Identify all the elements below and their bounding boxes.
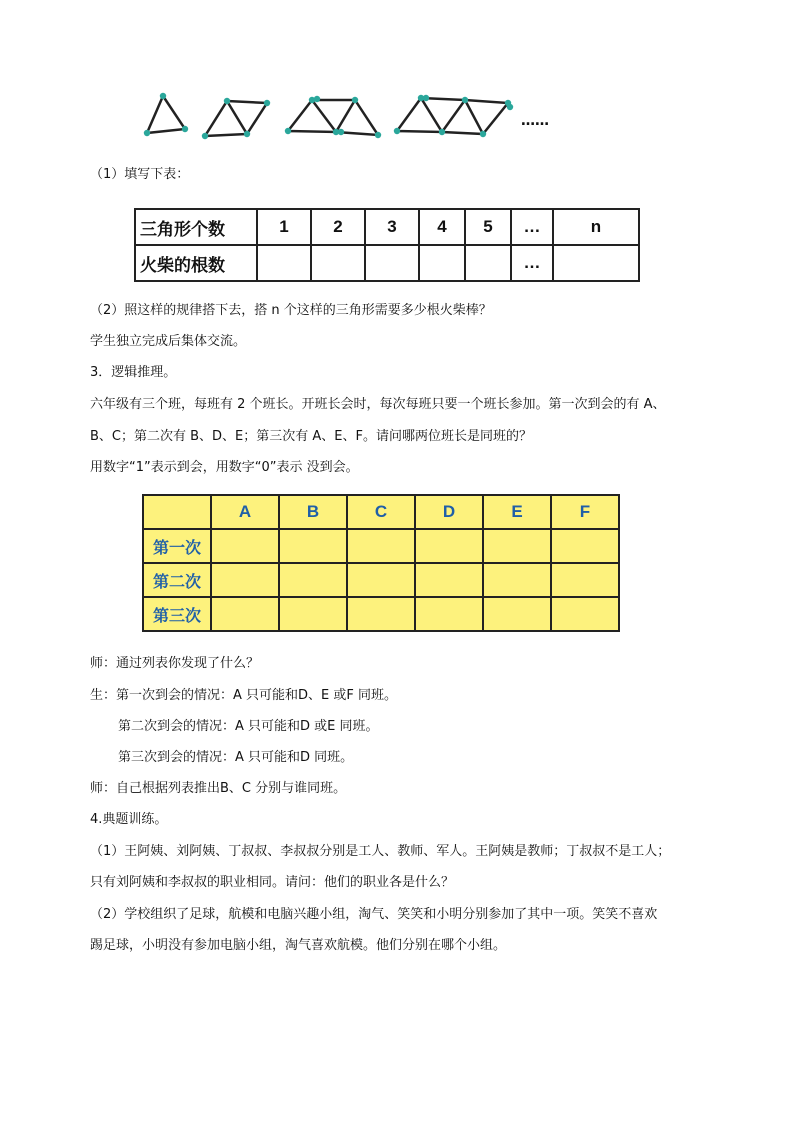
table-cell [483,529,551,563]
dialog-line-3: 第二次到会的情况：A 只可能和D 或E 同班。 [118,719,379,734]
column-header: F [551,495,619,529]
row-header-triangles: 三角形个数 [135,209,257,245]
table-cell: … [511,209,553,245]
table-cell [483,597,551,631]
table-cell [211,563,279,597]
matchstick-figure-svg [135,88,575,148]
table-row [143,597,619,631]
exercise-1-line-1: （1）王阿姨、刘阿姨、丁叔叔、李叔叔分别是工人、教师、军人。王阿姨是教师；丁叔叔不是工人； [90,844,671,859]
table-cell [419,245,465,281]
problem-line-1: 六年级有三个班，每班有 2 个班长。开班长会时，每次每班只要一个班长参加。第一次到会的有 A、 [90,397,666,412]
triangle-1 [147,96,185,133]
table-cell: … [511,245,553,281]
triangle-4b [421,98,465,132]
section-3-title: 3．逻辑推理。 [90,365,177,380]
column-header: B [279,495,347,529]
table-cell [279,563,347,597]
table-cell [347,597,415,631]
note-1: 学生独立完成后集体交流。 [90,334,247,349]
table-cell: 3 [365,209,419,245]
row-header: 第一次 [143,529,211,563]
table-cell [551,529,619,563]
table-cell [279,597,347,631]
section-4-title: 4.典题训练。 [90,812,168,827]
attendance-table [142,494,620,632]
table-cell [551,563,619,597]
table-cell: 5 [465,209,511,245]
triangle-2a [205,101,247,136]
dialog-line-5: 师：自己根据列表推出B、C 分别与谁同班。 [90,781,347,796]
matchstick-triangle-figure [135,88,575,148]
table-cell [415,563,483,597]
table-cell [211,529,279,563]
table-corner-cell [143,495,211,529]
table-cell: n [553,209,639,245]
row-header: 第三次 [143,597,211,631]
table-cell: 4 [419,209,465,245]
table-cell: 1 [257,209,311,245]
dialog-line-1: 师：通过列表你发现了什么？ [90,656,260,671]
problem-line-2: B、C；第二次有 B、D、E；第三次有 A、E、F。请问哪两位班长是同班的？ [90,429,532,444]
column-header: A [211,495,279,529]
q2-label: （2）照这样的规律搭下去，搭 n 个这样的三角形需要多少根火柴棒？ [90,303,492,318]
q1-label: （1）填写下表： [90,167,190,182]
table-cell [415,529,483,563]
column-header: C [347,495,415,529]
triangle-4d [465,100,508,134]
table-row [143,495,619,529]
exercise-1-line-2: 只有刘阿姨和李叔叔的职业相同。请问：他们的职业各是什么？ [90,875,455,890]
table-cell [551,597,619,631]
table-row [135,209,639,245]
table-row [135,245,639,281]
triangle-4a [397,98,442,132]
table-cell [415,597,483,631]
table-cell [483,563,551,597]
table-cell [465,245,511,281]
triangle-3a [288,100,336,132]
row-header-matches: 火柴的根数 [135,245,257,281]
table-cell [553,245,639,281]
table-cell [279,529,347,563]
table-cell [347,529,415,563]
table-cell [257,245,311,281]
table-cell [211,597,279,631]
row-header: 第二次 [143,563,211,597]
column-header: D [415,495,483,529]
triangle-2b [227,101,267,134]
figure-ellipsis: …… [521,113,549,129]
table-cell [311,245,365,281]
table-row [143,529,619,563]
table-row [143,563,619,597]
hint: 用数字“1”表示到会，用数字“0”表示 没到会。 [90,460,359,475]
dialog-line-2: 生：第一次到会的情况：A 只可能和D、E 或F 同班。 [90,688,397,703]
table-cell [347,563,415,597]
table-cell [365,245,419,281]
table-cell: 2 [311,209,365,245]
column-header: E [483,495,551,529]
matchstick-table [134,208,640,282]
exercise-2-line-1: （2）学校组织了足球，航模和电脑兴趣小组，淘气、笑笑和小明分别参加了其中一项。笑笑不喜欢 [90,907,658,922]
exercise-2-line-2: 踢足球，小明没有参加电脑小组，淘气喜欢航模。他们分别在哪个小组。 [90,938,507,953]
dialog-line-4: 第三次到会的情况：A 只可能和D 同班。 [118,750,354,765]
